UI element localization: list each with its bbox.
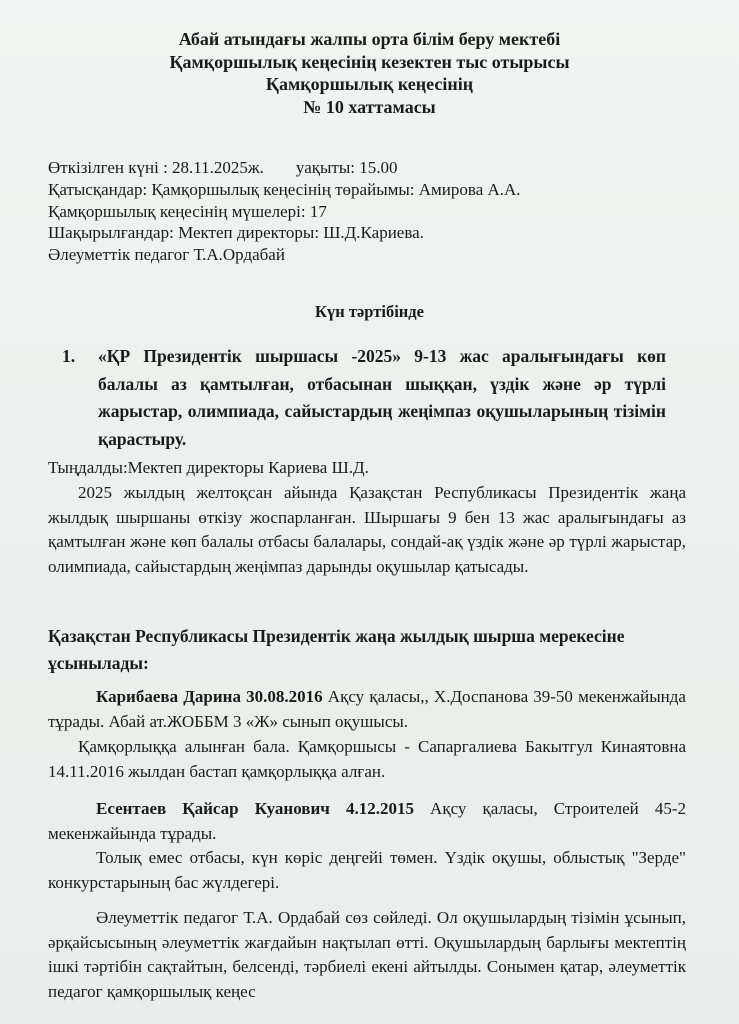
agenda-item-text: «ҚР Президентік шыршасы -2025» 9-13 жас аралығындағы көп балалы аз қамтылған, отбасынан шыққан, үздік және әр түрлі жарыстар, олимпиада, сайыстардың жеңімпаз оқушыларының тізімін қарастыру. [98, 346, 666, 449]
agenda-title: Күн тәртібінде [315, 302, 424, 321]
council-members: Қамқоршылық кеңесінің мүшелері: 17 [48, 201, 327, 221]
intro-paragraph: 2025 жылдың желтоқсан айында Қазақстан Республикасы Президентік жаңа жылдық шыршаны өткізу жоспарланған. Шыршағы 9 бен 13 жас аралығындағы аз қамтылған және көп балалы отбасы балалары, сондай-ақ үздік және әр түрлі жарыстар, олимпиада, сайыстардың жеңімпаз дарынды оқушылар қатысады. [48, 483, 686, 576]
agenda-item [62, 343, 666, 453]
agenda-item-number: 1. [62, 346, 76, 366]
recommended-title: Қазақстан Республикасы Президентік жаңа жылдық шырша мерекесіне ұсынылады: [48, 626, 625, 673]
meeting-time: уақыты: 15.00 [295, 158, 398, 177]
student-entry [48, 685, 686, 734]
student-name-dob: Есентаев Қайсар Куанович 4.12.2015 [96, 799, 414, 818]
meeting-type: Қамқоршылық кеңесінің кезектен тыс отырысы [169, 51, 570, 72]
date-time-line [48, 157, 688, 179]
protocol-number: № 10 хаттамасы [303, 96, 436, 117]
council-name: Қамқоршылық кеңесінің [265, 74, 474, 94]
student-entry [48, 797, 686, 846]
student-note: Қамқорлыққа алынған бала. Қамқоршысы - Сапаргалиева Бакытгул Кинаятовна 14.11.2016 жылдан бастап қамқорлыққа алған. [48, 737, 686, 781]
participants: Қатысқандар: Қамқоршылық кеңесінің төрайымы: Амирова А.А. [48, 179, 521, 199]
student-name-dob: Карибаева Дарина 30.08.2016 [96, 687, 323, 706]
document-header [0, 28, 739, 118]
invited-guests: Шақырылғандар: Мектеп директоры: Ш.Д.Кариева. [48, 223, 424, 243]
social-teacher: Әлеуметтік педагог Т.А.Ордабай [48, 245, 285, 265]
school-name: Абай атындағы жалпы орта білім беру мектебі [178, 29, 561, 49]
student-note: Толық емес отбасы, күн көріс деңгейі төмен. Үздік оқушы, облыстық "Зерде" конкурстарының бас жүлдегері. [48, 848, 686, 892]
student-address: Ақсу қаласы, Строителей 45-2 мекенжайында тұрады. [48, 799, 686, 843]
listened-line: Тыңдалды:Мектеп директоры Кариева Ш.Д. [48, 458, 369, 477]
student-address: Ақсу қаласы,, Х.Доспанова 39-50 мекенжайында тұрады. Абай ат.ЖОББМ 3 «Ж» сынып оқушысы. [48, 687, 686, 731]
meeting-meta [48, 157, 688, 266]
closing-paragraph: Әлеуметтік педагог Т.А. Ордабай сөз сөйледі. Ол оқушылардың тізімін ұсынып, әрқайсысының әлеуметтік жағдайын нақтылап өтті. Оқушылардың барлығы мектептің ішкі тәртібін сақтайтын, белсенді, тәрбиелі екені айтылды. Сонымен қатар, әлеуметтік педагог қамқоршылық кеңес [48, 908, 686, 1001]
meeting-date: Өткізілген күні : 28.11.2025ж. [48, 158, 264, 177]
